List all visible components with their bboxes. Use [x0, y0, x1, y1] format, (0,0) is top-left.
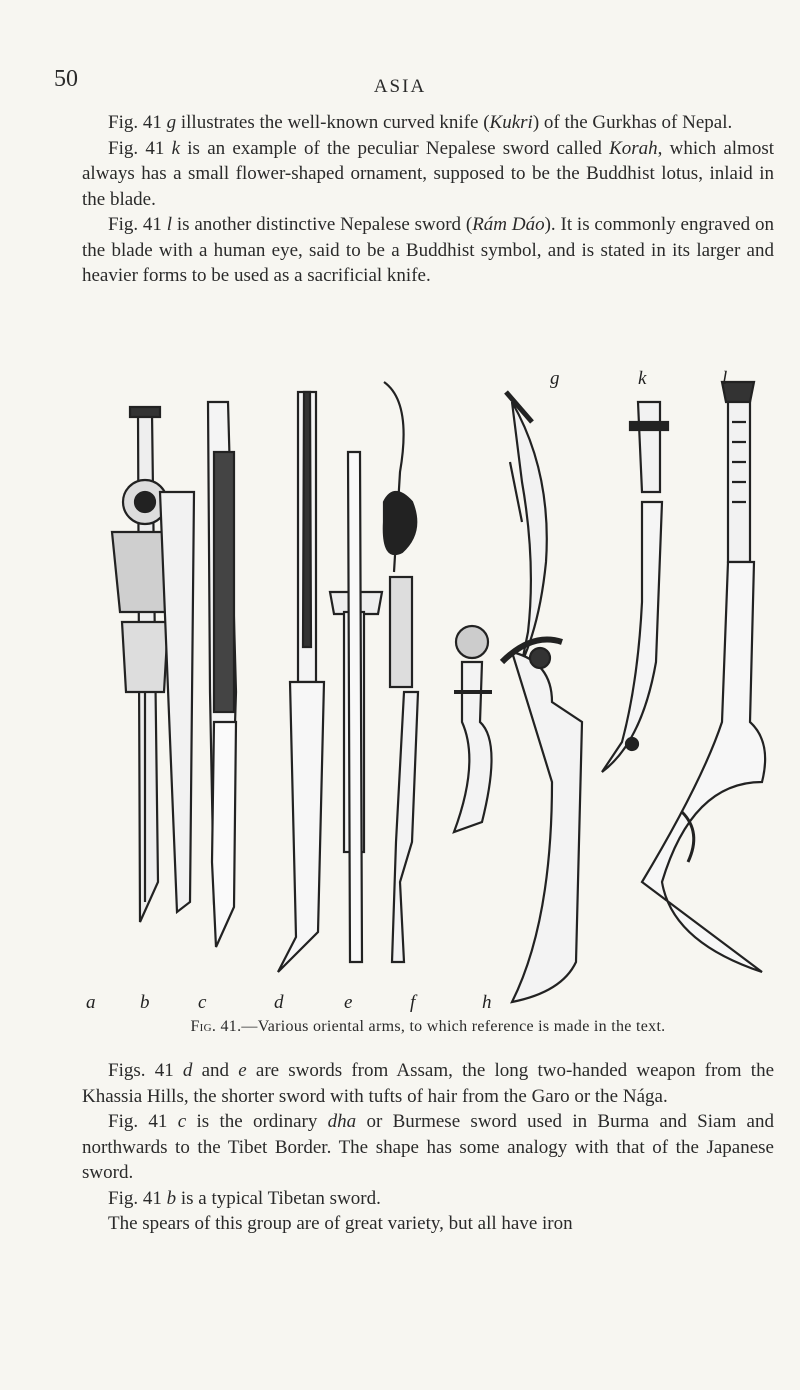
label-l: l	[722, 368, 728, 389]
kukri-g-drawing	[506, 392, 547, 662]
top-text-block	[82, 110, 774, 289]
sword-c-drawing	[278, 392, 324, 972]
sword-k-drawing	[602, 402, 668, 772]
weapons-drawing	[82, 362, 782, 1012]
korah-h-drawing	[502, 640, 582, 1003]
paragraph-ram-dao: Fig. 41 l is another distinctive Nepalese sword (Rám Dáo). It is commonly engraved on the blade with a human eye, said to be a Buddhist symbol, and is stated in its larger and heavier forms to be used as a sacrificial knife.	[82, 214, 774, 286]
running-head: ASIA	[373, 76, 427, 97]
sword-e-drawing	[384, 382, 418, 962]
sword-f-drawing	[454, 626, 492, 832]
paragraph-korah: Fig. 41 k is an example of the peculiar Nepalese sword called Korah, which almost always has a small flower-shaped ornament, supposed to be the Buddhist lotus, inlaid in the blade.	[82, 137, 774, 210]
figure-caption	[82, 1018, 774, 1036]
label-b: b	[140, 992, 150, 1012]
label-h: h	[482, 992, 492, 1012]
label-g: g	[550, 368, 560, 389]
page-number: 50	[54, 66, 78, 92]
label-c: c	[198, 992, 207, 1012]
sword-b-drawing	[208, 402, 236, 947]
caption-text: —Various oriental arms, to which reference is made in the text.	[241, 1018, 666, 1035]
label-a: a	[86, 992, 96, 1012]
label-k: k	[638, 368, 647, 389]
paragraph-tibetan: Fig. 41 b is a typical Tibetan sword.	[108, 1187, 381, 1209]
bottom-text-block	[82, 1058, 774, 1237]
label-e: e	[344, 992, 353, 1012]
caption-figure-ref: Fig. 41.	[190, 1018, 242, 1035]
sword-a-drawing	[112, 407, 194, 922]
label-f: f	[410, 992, 416, 1012]
weapons-illustration	[82, 362, 782, 1012]
paragraph-assam-swords: Figs. 41 d and e are swords from Assam, the long two-handed weapon from the Khassia Hills, the shorter sword with tufts of hair from the Garo or the Nága.	[82, 1060, 774, 1107]
label-d: d	[274, 992, 284, 1012]
paragraph-spears: The spears of this group are of great variety, but all have iron	[108, 1213, 573, 1234]
paragraph-dha: Fig. 41 c is the ordinary dha or Burmese sword used in Burma and Siam and northwards to the Tibet Border. The shape has some analogy with that of the Japanese sword.	[82, 1111, 774, 1183]
paragraph-kukri: Fig. 41 g illustrates the well-known curved knife (Kukri) of the Gurkhas of Nepal.	[108, 112, 733, 133]
sword-d-drawing	[330, 452, 382, 962]
